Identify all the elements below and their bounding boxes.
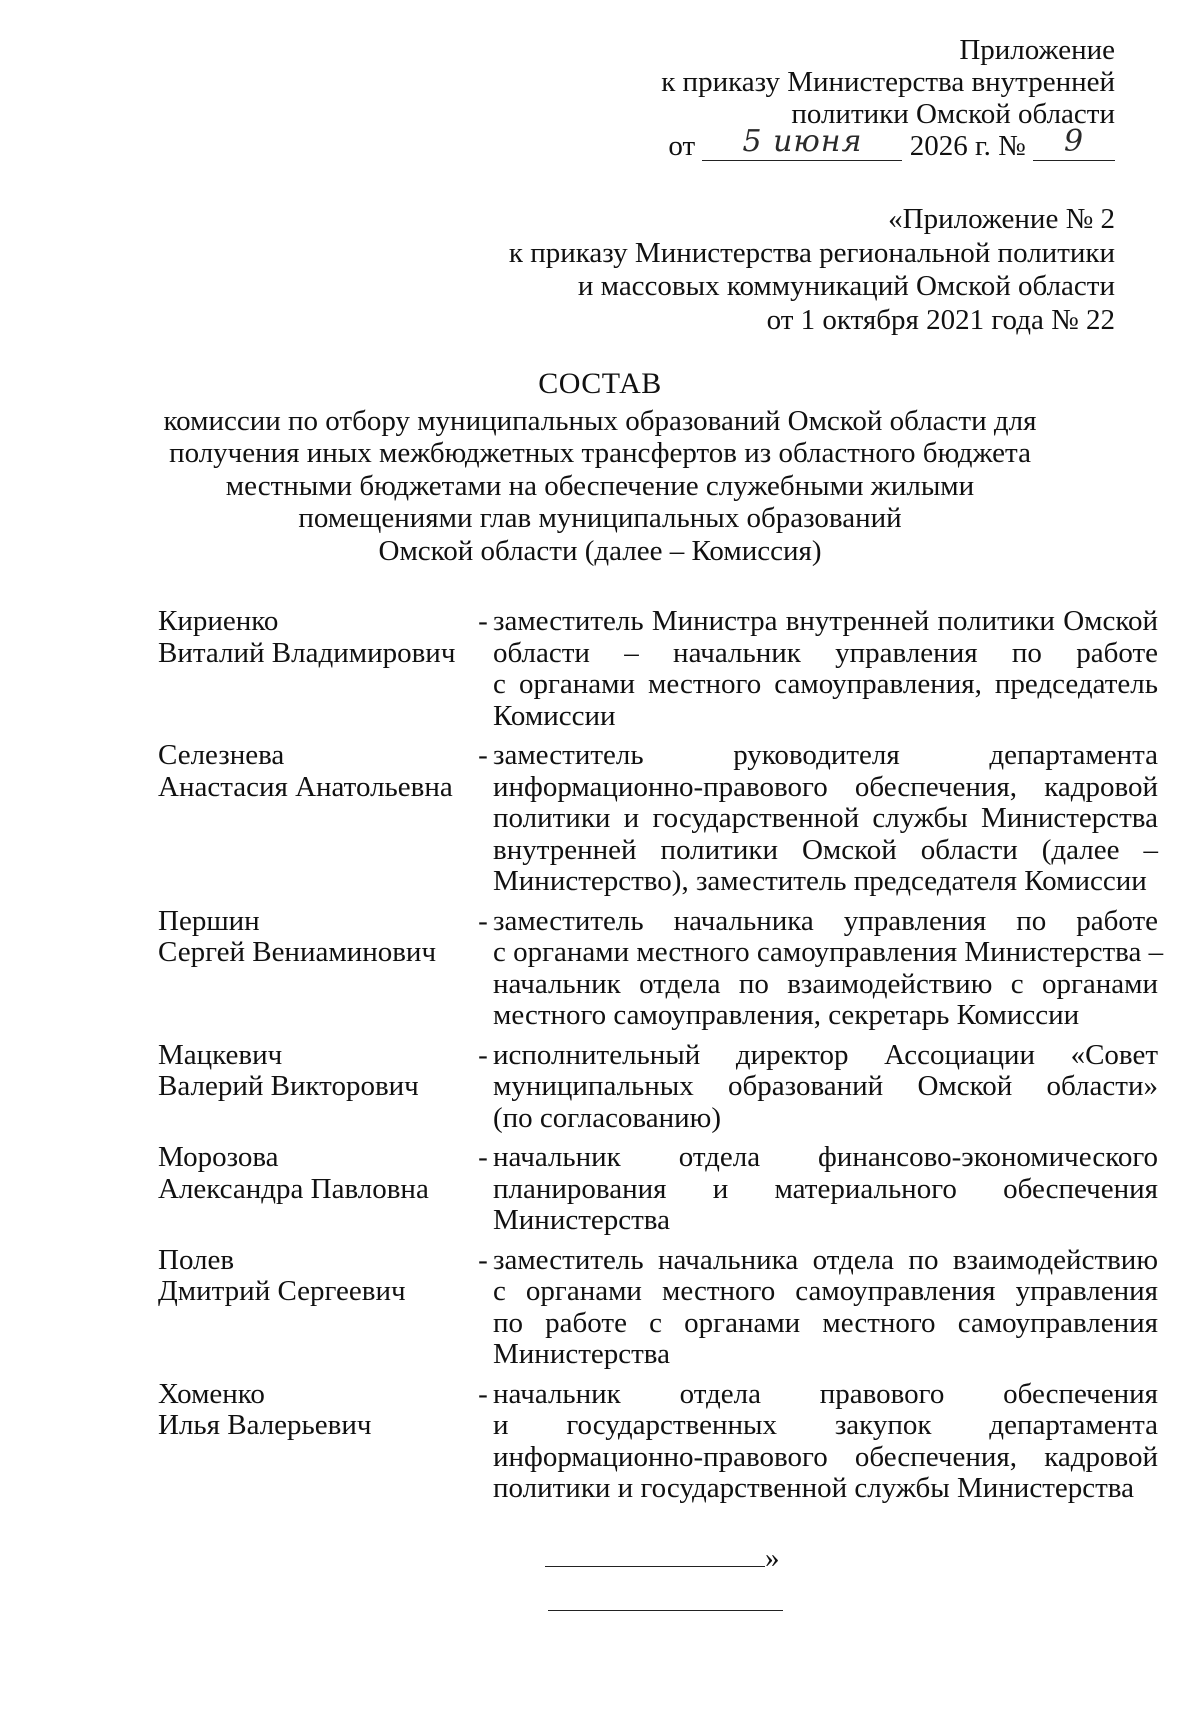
position-line: начальник отдела по взаимодействию с органами [493, 967, 1158, 1000]
title-line: местными бюджетами на обеспечение служебными жилыми [225, 469, 975, 502]
member-dash: - [478, 605, 488, 637]
member-surname: Хоменко [158, 1377, 265, 1410]
position-line: муниципальных образований Омской области» [493, 1070, 1158, 1102]
position-line: области – начальник управления по работе [493, 636, 1158, 669]
member-dash: - [478, 739, 488, 771]
member-dash: - [478, 1141, 488, 1173]
position-line: Министерства [493, 1338, 670, 1370]
position-line: по работе с органами местного самоуправления [493, 1306, 1158, 1339]
member-given-names: Анастасия Анатольевна [158, 770, 453, 803]
closing-mark [545, 1540, 780, 1574]
member-entry [158, 1142, 1180, 1237]
year-number-label: 2026 г. № [909, 130, 1026, 162]
member-position [493, 606, 1158, 732]
position-line: информационно-правового обеспечения, кадровой [493, 770, 1158, 803]
position-line: исполнительный директор Ассоциации «Совет [493, 1038, 1158, 1071]
handwritten-date: 5 июня [742, 124, 863, 159]
member-surname: Кириенко [158, 605, 279, 637]
position-line: политики и государственной службы Министерства [493, 1472, 1134, 1504]
member-position [493, 904, 1164, 1032]
member-name [158, 1379, 473, 1505]
appendix-header-line: Приложение [959, 34, 1115, 66]
original-header-line: к приказу Министерства региональной политики [508, 236, 1115, 269]
position-line: внутренней политики Омской области (далее – [493, 833, 1158, 866]
member-dash: - [478, 1243, 488, 1276]
member-given-names: Сергей Вениаминович [158, 936, 437, 968]
position-line: заместитель начальника управления по работе [493, 904, 1158, 937]
member-name [158, 740, 473, 898]
member-name [158, 1245, 473, 1371]
original-header-line: «Приложение № 2 [888, 203, 1115, 235]
appendix-header-line: политики Омской области [791, 98, 1115, 130]
position-line: с органами местного самоуправления управления [493, 1275, 1158, 1307]
closing-underline [545, 1540, 765, 1567]
original-header-line: от 1 октября 2021 года № 22 [766, 303, 1115, 336]
original-appendix-header [415, 203, 1115, 337]
position-line: и государственных закупок департамента [493, 1409, 1158, 1441]
member-position [493, 1142, 1158, 1237]
member-entry [158, 1245, 1180, 1371]
member-given-names: Виталий Владимирович [158, 636, 456, 669]
title-line: Омской области (далее – Комиссия) [378, 534, 822, 567]
member-entry [158, 1040, 1180, 1135]
member-name [158, 906, 473, 1032]
member-entry [158, 906, 1180, 1032]
position-line: заместитель руководителя департамента [493, 739, 1158, 771]
position-line: Министерство), заместитель председателя Комиссии [493, 865, 1147, 897]
title-line: получения иных межбюджетных трансфертов из областного бюджета [169, 437, 1031, 469]
member-position [493, 1040, 1158, 1135]
position-line: (по согласованию) [493, 1101, 721, 1134]
member-given-names: Валерий Викторович [158, 1070, 419, 1102]
member-entry [158, 606, 1180, 732]
order-date-line [515, 124, 1115, 162]
member-surname: Першин [158, 904, 260, 937]
member-surname: Мацкевич [158, 1038, 283, 1071]
title-line: комиссии по отбору муниципальных образований Омской области для [163, 404, 1037, 437]
member-position [493, 1245, 1158, 1371]
commission-members-list [158, 606, 1180, 1513]
member-position [493, 740, 1158, 898]
position-line: начальник отдела финансово-экономического [493, 1141, 1158, 1173]
position-line: заместитель Министра внутренней политики Омской [493, 605, 1158, 637]
appendix-header-line: к приказу Министерства внутренней [661, 66, 1115, 98]
position-line: с органами местного самоуправления, председатель [493, 668, 1158, 700]
member-name [158, 1040, 473, 1135]
date-field [702, 124, 902, 161]
member-entry [158, 1379, 1180, 1505]
title-line: помещениями глав муниципальных образований [298, 502, 902, 534]
member-name [158, 1142, 473, 1237]
position-line: информационно-правового обеспечения, кадровой [493, 1440, 1158, 1473]
position-line: с органами местного самоуправления Министерства – [493, 936, 1164, 968]
position-line: планирования и материального обеспечения [493, 1172, 1158, 1205]
member-dash: - [478, 1377, 488, 1410]
original-header-line: и массовых коммуникаций Омской области [577, 270, 1115, 302]
date-prefix: от [668, 130, 696, 162]
position-line: местного самоуправления, секретарь Комиссии [493, 999, 1080, 1031]
handwritten-number: 9 [1063, 124, 1085, 159]
member-name [158, 606, 473, 732]
member-surname: Морозова [158, 1141, 279, 1173]
appendix-header [515, 34, 1115, 162]
member-dash: - [478, 1038, 488, 1071]
number-field [1033, 124, 1115, 161]
member-position [493, 1379, 1158, 1505]
member-given-names: Дмитрий Сергеевич [158, 1275, 406, 1307]
position-line: заместитель начальника отдела по взаимодействию [493, 1243, 1158, 1276]
position-line: политики и государственной службы Министерства [493, 802, 1158, 834]
closing-quote: » [765, 1542, 780, 1574]
title-heading: СОСТАВ [538, 367, 662, 400]
member-given-names: Александра Павловна [158, 1172, 429, 1205]
member-dash: - [478, 904, 488, 937]
document-title [150, 368, 1050, 567]
member-entry [158, 740, 1180, 898]
position-line: начальник отдела правового обеспечения [493, 1377, 1158, 1410]
position-line: Министерства [493, 1204, 670, 1236]
closing-separator-line [548, 1610, 783, 1611]
member-surname: Селезнева [158, 739, 285, 771]
member-surname: Полев [158, 1243, 235, 1276]
member-given-names: Илья Валерьевич [158, 1409, 372, 1441]
position-line: Комиссии [493, 699, 616, 732]
